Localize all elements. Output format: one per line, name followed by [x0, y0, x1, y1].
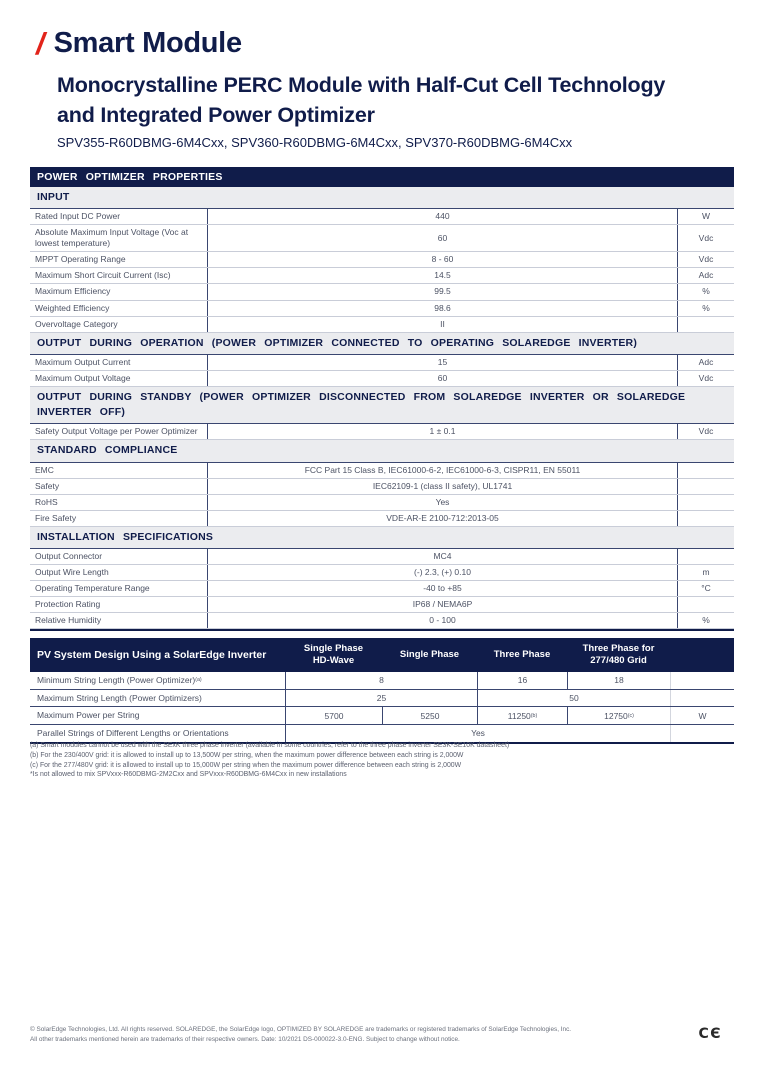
row-label: Fire Safety — [35, 512, 77, 523]
page-header — [36, 28, 726, 150]
row-unit: Adc — [677, 355, 734, 370]
row-value: 50 — [477, 690, 670, 707]
row-value: 98.6 — [207, 301, 677, 316]
pv-system-design-table — [30, 638, 734, 744]
row-value: 0 - 100 — [207, 613, 677, 628]
row-unit — [677, 495, 734, 510]
row-value: IEC62109-1 (class II safety), UL1741 — [207, 479, 677, 494]
table-row — [30, 690, 734, 708]
footnote: (c) For the 277/480V grid: it is allowed to install up to 15,000W per string when the maximum power difference between each string is 2,000W — [30, 761, 462, 769]
table-row — [30, 463, 734, 479]
row-label: Rated Input DC Power — [35, 211, 121, 222]
column-header — [285, 638, 382, 672]
model-numbers: SPV355-R60DBMG-6M4Cxx, SPV360-R60DBMG-6M4Cxx, SPV370-R60DBMG-6M4Cxx — [57, 134, 573, 150]
column-header-line: Three Phase for — [582, 642, 655, 654]
table-section-header: OUTPUT DURING STANDBY (POWER OPTIMIZER DISCONNECTED FROM SOLAREDGE INVERTER OR SOLAREDGE INVERTER OFF) — [30, 387, 734, 424]
title-row — [36, 28, 726, 61]
table-row — [30, 225, 734, 252]
row-label: Maximum String Length (Power Optimizers) — [37, 692, 202, 703]
table-section-header: OUTPUT DURING OPERATION (POWER OPTIMIZER CONNECTED TO OPERATING SOLAREDGE INVERTER) — [30, 333, 734, 355]
row-unit — [677, 317, 734, 332]
table-row — [30, 317, 734, 333]
row-value: II — [207, 317, 677, 332]
row-label: Relative Humidity — [35, 615, 102, 626]
row-value: 8 - 60 — [207, 252, 677, 267]
footer-line-2: All other trademarks mentioned herein are trademarks of their respective owners. Date: 10/2021 DS-000022-3.0-ENG. Subject to change without notice. — [30, 1035, 460, 1043]
row-value: 12750 (c) — [567, 707, 670, 724]
row-value: 11250 (b) — [477, 707, 567, 724]
row-label: Parallel Strings of Different Lengths or Orientations — [37, 727, 229, 738]
row-value: 5250 — [382, 707, 477, 724]
row-label: Weighted Efficiency — [35, 302, 110, 313]
row-label: MPPT Operating Range — [35, 254, 126, 265]
row-unit — [670, 672, 734, 689]
column-header-line: Single Phase — [303, 642, 364, 654]
row-unit: % — [677, 301, 734, 316]
table-row — [30, 672, 734, 690]
row-value: 8 — [285, 672, 477, 689]
column-header — [567, 638, 670, 672]
red-slash-icon: / — [36, 26, 45, 61]
row-label: RoHS — [35, 496, 58, 507]
subtitle-line-1: Monocrystalline PERC Module with Half-Cut Cell Technology — [57, 72, 666, 97]
table-row — [30, 495, 734, 511]
power-optimizer-table-body — [30, 187, 734, 629]
footnote: (b) For the 230/400V grid: it is allowed to install up to 13,500W per string, when the maximum power difference between each string is 2,000W — [30, 751, 464, 759]
row-unit — [670, 690, 734, 707]
table-row — [30, 268, 734, 284]
footnote: (a) Smart modules cannot be used with the SExK three phase inverter (available in some countries, refer to the three phase inverter SE3K-SE10K datasheet) — [30, 742, 510, 749]
row-value: 15 — [207, 355, 677, 370]
row-value: -40 to +85 — [207, 581, 677, 596]
row-value: 99.5 — [207, 284, 677, 299]
page-footer — [30, 1025, 670, 1044]
row-unit: % — [677, 613, 734, 628]
column-header-line: Single Phase — [399, 648, 460, 660]
footnotes — [30, 741, 734, 780]
row-unit: °C — [677, 581, 734, 596]
row-label: Minimum String Length (Power Optimizer) (a) — [37, 675, 202, 685]
row-value: 14.5 — [207, 268, 677, 283]
row-unit: Vdc — [677, 424, 734, 439]
pv-table-header — [30, 638, 734, 672]
row-unit: Vdc — [677, 371, 734, 386]
row-value: 1 ± 0.1 — [207, 424, 677, 439]
row-value: 16 — [477, 672, 567, 689]
row-label: Safety — [35, 480, 60, 491]
table-section-header: INPUT — [30, 187, 734, 209]
row-value: 440 — [207, 209, 677, 224]
row-unit: W — [677, 209, 734, 224]
row-label: Absolute Maximum Input Voltage (Voc at lowest temperature) — [35, 227, 189, 249]
page-subtitle — [57, 70, 726, 130]
row-value: FCC Part 15 Class B, IEC61000-6-2, IEC61000-6-3, CISPR11, EN 55011 — [207, 463, 677, 478]
table-row — [30, 707, 734, 725]
ce-mark-icon: CЄ — [698, 1026, 722, 1042]
row-label: Maximum Short Circuit Current (Isc) — [35, 270, 171, 281]
row-value: Yes — [207, 495, 677, 510]
column-header — [477, 638, 567, 672]
row-value: Yes — [285, 725, 670, 742]
row-value: VDE-AR-E 2100-712:2013-05 — [207, 511, 677, 526]
row-label: Output Connector — [35, 551, 103, 562]
table1-title-banner: POWER OPTIMIZER PROPERTIES — [30, 167, 734, 187]
table-row — [30, 479, 734, 495]
row-label: Protection Rating — [35, 599, 101, 610]
row-value: MC4 — [207, 549, 677, 564]
table-row — [30, 252, 734, 268]
row-value: 60 — [207, 225, 677, 251]
column-header-line: 277/480 Grid — [590, 655, 647, 666]
row-label: Maximum Power per String — [37, 710, 140, 721]
table-row — [30, 613, 734, 629]
row-unit — [677, 479, 734, 494]
table-row — [30, 511, 734, 527]
row-label: Maximum Efficiency — [35, 286, 111, 297]
row-value: IP68 / NEMA6P — [207, 597, 677, 612]
power-optimizer-table — [30, 167, 734, 631]
row-unit: % — [677, 284, 734, 299]
column-header — [382, 638, 477, 672]
pv-table-body — [30, 672, 734, 744]
row-value: 5700 — [285, 707, 382, 724]
row-value: 18 — [567, 672, 670, 689]
row-unit: Vdc — [677, 225, 734, 251]
row-value: (-) 2.3, (+) 0.10 — [207, 565, 677, 580]
column-header-unit — [670, 638, 734, 672]
footnote: *Is not allowed to mix SPVxxx-R60DBMG-2M2Cxx and SPVxxx-R60DBMG-6M4Cxx in new installations — [30, 771, 347, 779]
footer-line-1: © SolarEdge Technologies, Ltd. All rights reserved. SOLAREDGE, the SolarEdge logo, OPTIMIZED BY SOLAREDGE are trademarks or registered trademarks of SolarEdge Technologies, Inc. — [30, 1026, 572, 1033]
table-row — [30, 424, 734, 440]
row-label: Maximum Output Current — [35, 356, 131, 367]
table-row — [30, 597, 734, 613]
row-label: Output Wire Length — [35, 567, 109, 578]
table-row — [30, 284, 734, 300]
subtitle-line-2: and Integrated Power Optimizer — [57, 102, 375, 127]
row-unit — [670, 725, 734, 742]
row-unit — [677, 463, 734, 478]
row-unit — [677, 511, 734, 526]
table-row — [30, 355, 734, 371]
row-unit: Vdc — [677, 252, 734, 267]
table-row — [30, 301, 734, 317]
row-unit: W — [670, 707, 734, 724]
row-unit — [677, 549, 734, 564]
row-label: Maximum Output Voltage — [35, 372, 131, 383]
table-row — [30, 371, 734, 387]
row-label: EMC — [35, 464, 54, 475]
row-label: Operating Temperature Range — [35, 583, 150, 594]
table-section-header: STANDARD COMPLIANCE — [30, 440, 734, 462]
row-value: 60 — [207, 371, 677, 386]
row-label: Safety Output Voltage per Power Optimizer — [35, 426, 198, 437]
table-row — [30, 549, 734, 565]
row-value: 25 — [285, 690, 477, 707]
table-section-header: INSTALLATION SPECIFICATIONS — [30, 527, 734, 549]
column-header-line: HD-Wave — [312, 655, 355, 666]
table-row — [30, 581, 734, 597]
table-row — [30, 209, 734, 225]
column-header-line: Three Phase — [493, 648, 551, 660]
row-unit: Adc — [677, 268, 734, 283]
table-row — [30, 565, 734, 581]
page-title: Smart Module — [53, 27, 242, 59]
row-unit: m — [677, 565, 734, 580]
pv-table-title: PV System Design Using a SolarEdge Inverter — [37, 648, 267, 661]
row-label: Overvoltage Category — [35, 318, 118, 329]
row-unit — [677, 597, 734, 612]
